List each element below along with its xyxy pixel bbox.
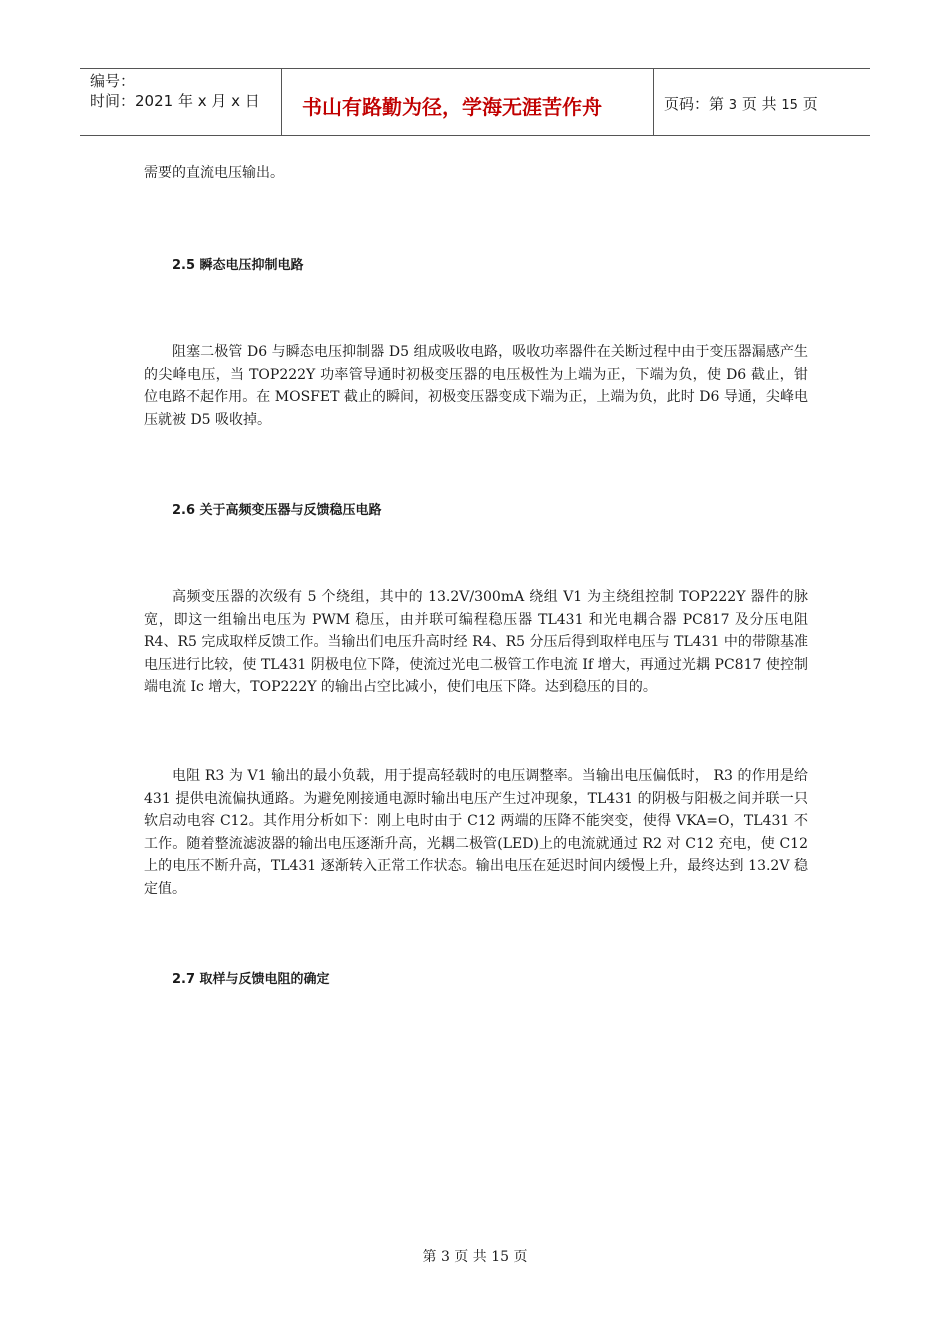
page-label-pre: 页码：第: [664, 95, 729, 113]
section-heading-2-5: 2.5 瞬态电压抑制电路: [172, 258, 304, 273]
page-header: [80, 68, 870, 136]
page-footer: 第 3 页 共 15 页: [422, 1249, 528, 1265]
page-total: 15: [781, 98, 798, 113]
page-label-mid: 页 共: [737, 95, 782, 113]
header-motto: 书山有路勤为径，学海无涯苦作舟: [302, 95, 602, 119]
section-2-6-paragraph-2: 电阻 R3 为 V1 输出的最小负载，用于提高轻载时的电压调整率。当输出电压偏低时， R3 的作用是给 431 提供电流偏执通路。为避免刚接通电源时输出电压产生过冲现象，TL431 的阴极与阳极之间并联一只软启动电容 C12。其作用分析如下：刚上电时由于 C12 两端的压降不能突变，使得 VKA=O，TL431 不工作。随着整流滤波器的输出电压逐渐升高，光耦二极管(LED)上的电流就通过 R2 对 C12 充电，使 C12 上的电压不断升高，TL431 逐渐转入正常工作状态。输出电压在延迟时间内缓慢上升，最终达到 13.2V 稳定值。: [144, 768, 808, 897]
section-heading-2-7: 2.7 取样与反馈电阻的确定: [172, 972, 330, 987]
intro-paragraph: 需要的直流电压输出。: [144, 165, 284, 181]
page-current: 3: [728, 98, 738, 113]
header-meta-cell: [80, 69, 282, 135]
date-line: 时间：2021 年 x 月 x 日: [90, 92, 260, 110]
header-motto-cell: [282, 69, 654, 135]
section-heading-2-6: 2.6 关于高频变压器与反馈稳压电路: [172, 503, 382, 518]
section-2-5-paragraph: 阻塞二极管 D6 与瞬态电压抑制器 D5 组成吸收电路，吸收功率器件在关断过程中由于变压器漏感产生的尖峰电压，当 TOP222Y 功率管导通时初极变压器的电压极性为上端为正，下端为负，使 D6 截止，钳位电路不起作用。在 MOSFET 截止的瞬间，初极变压器变成下端为正，上端为负，此时 D6 导通，尖峰电压就被 D5 吸收掉。: [144, 344, 808, 428]
page-label-post: 页: [797, 95, 818, 113]
header-page-cell: [654, 69, 870, 135]
section-2-6-paragraph-1: 高频变压器的次级有 5 个绕组，其中的 13.2V/300mA 绕组 V1 为主绕组控制 TOP222Y 器件的脉宽，即这一组输出电压为 PWM 稳压，由并联可编程稳压器 TL431 和光电耦合器 PC817 及分压电阻 R4、R5 完成取样反馈工作。当输出们电压升高时经 R4、R5 分压后得到取样电压与 TL431 中的带隙基准电压进行比较，使 TL431 阴极电位下降，使流过光电二极管工作电流 If 增大，再通过光耦 PC817 使控制端电流 Ic 增大，TOP222Y 的输出占空比减小，使们电压下降。达到稳压的目的。: [144, 589, 808, 695]
doc-number-label: 编号：: [90, 72, 136, 90]
